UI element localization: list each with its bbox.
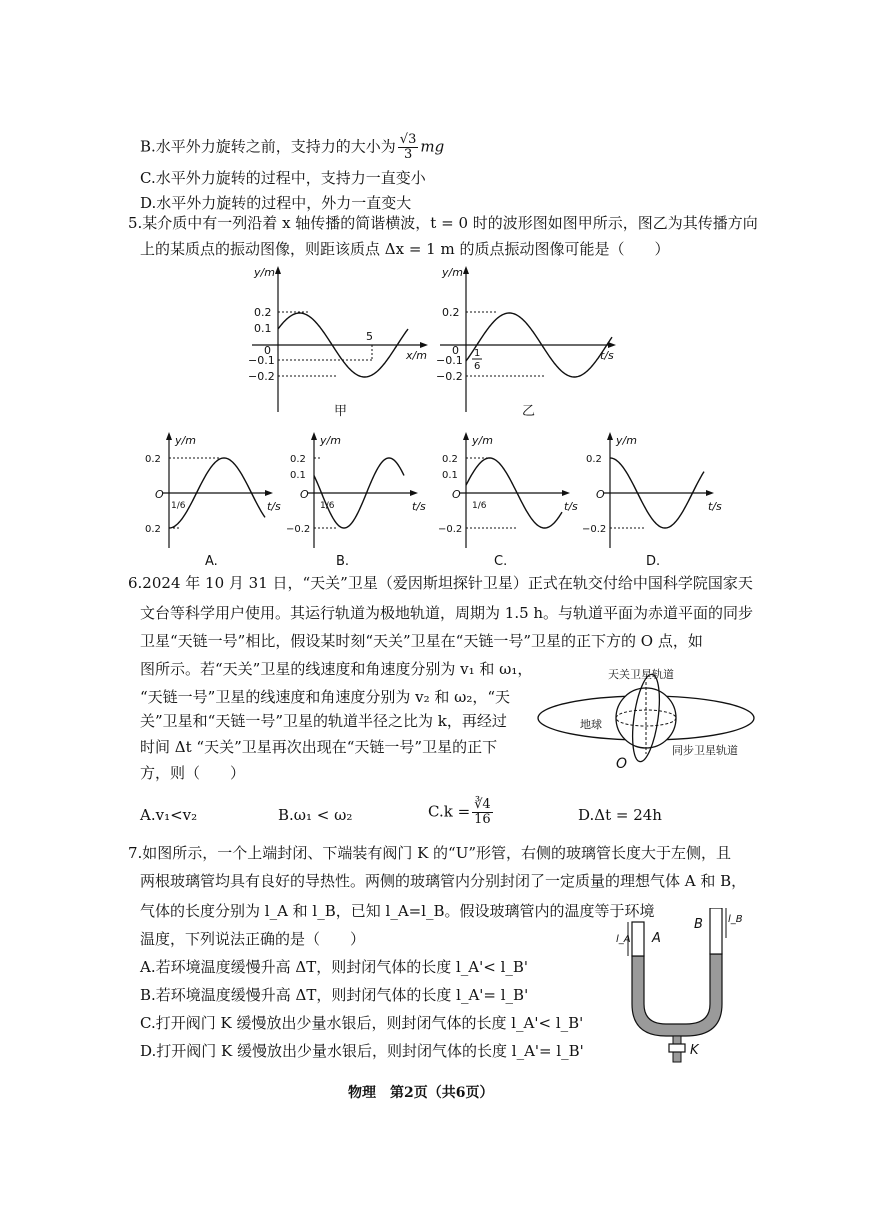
svg-text:O: O <box>452 488 461 501</box>
q6-stem-line-6: 关”卫星和“天链一号”卫星的轨道半径之比为 k，再经过 <box>140 712 507 730</box>
svg-text:0.1: 0.1 <box>442 470 458 481</box>
length-la-label: l_A <box>616 934 631 945</box>
jia-tick-m02: −0.2 <box>248 370 275 383</box>
q4-option-b-text: B.水平外力旋转之前，支持力的大小为 <box>140 137 396 156</box>
q5-option-c-graph[interactable] <box>432 428 582 578</box>
yi-caption: 乙 <box>522 404 536 419</box>
yi-xlabel: t/s <box>600 349 614 362</box>
sync-orbit-label: 同步卫星轨道 <box>672 744 738 757</box>
svg-text:O: O <box>596 488 605 501</box>
svg-text:t/s: t/s <box>412 500 426 513</box>
q6-stem-line-8: 方，则（ ） <box>140 764 246 782</box>
q7-option-c[interactable]: C.打开阀门 K 缓慢放出少量水银后，则封闭气体的长度 l_A'< l_B' <box>140 1014 584 1032</box>
svg-text:0.2: 0.2 <box>442 454 458 465</box>
q7-option-a[interactable]: A.若环境温度缓慢升高 ΔT，则封闭气体的长度 l_A'< l_B' <box>140 958 529 976</box>
option-d-label: D. <box>646 554 661 569</box>
earth-label: 地球 <box>580 718 602 731</box>
jia-tick-0: 0 <box>264 344 271 357</box>
svg-text:1/6: 1/6 <box>472 501 487 511</box>
length-lb-label: l_B <box>728 914 743 925</box>
yi-tick-t-den: 6 <box>474 361 481 372</box>
svg-text:−0.2: −0.2 <box>286 524 311 535</box>
svg-text:1/6: 1/6 <box>320 501 335 511</box>
q7-stem-line-4: 温度，下列说法正确的是（ ） <box>140 930 366 948</box>
svg-text:y/m: y/m <box>472 434 493 447</box>
q5-option-b-graph[interactable] <box>280 428 430 578</box>
svg-text:y/m: y/m <box>616 434 637 447</box>
gas-a-label: A <box>652 931 661 946</box>
q6-stem-line-5: “天链一号”卫星的线速度和角速度分别为 v₂ 和 ω₂，“天 <box>140 688 511 706</box>
yi-tick-t-num: 1 <box>474 348 481 359</box>
q4-option-b-fraction: $\frac{√3}{3}$ <box>399 132 417 162</box>
q5-option-d-graph[interactable] <box>576 428 726 578</box>
valve-k-label: K <box>690 1043 699 1058</box>
yi-tick-0: 0 <box>452 344 459 357</box>
yi-ylabel: y/m <box>442 266 463 279</box>
svg-text:t/s: t/s <box>267 500 281 513</box>
q5-figure-jia <box>248 262 438 422</box>
svg-text:0.2: 0.2 <box>586 454 602 465</box>
point-o-label: O <box>616 756 628 772</box>
jia-tick-02: 0.2 <box>254 306 272 319</box>
gas-b-label: B <box>694 917 703 932</box>
q6-option-b[interactable]: B.ω₁ < ω₂ <box>278 806 353 824</box>
q6-option-a[interactable]: A.v₁<v₂ <box>140 806 198 824</box>
jia-tick-m01: −0.1 <box>248 354 275 367</box>
polar-orbit-label: 天关卫星轨道 <box>608 668 674 681</box>
q7-option-b[interactable]: B.若环境温度缓慢升高 ΔT，则封闭气体的长度 l_A'= l_B' <box>140 986 529 1004</box>
q7-stem-line-2: 两根玻璃管均具有良好的导热性。两侧的玻璃管内分别封闭了一定质量的理想气体 A 和 B， <box>140 872 747 890</box>
yi-tick-02: 0.2 <box>442 306 460 319</box>
q6-stem-line-4: 图所示。若“天关”卫星的线速度和角速度分别为 v₁ 和 ω₁， <box>140 660 533 678</box>
svg-text:y/m: y/m <box>175 434 196 447</box>
svg-text:−0.2: −0.2 <box>438 524 463 535</box>
option-b-label: B. <box>336 554 350 569</box>
svg-text:0.2: 0.2 <box>145 454 161 465</box>
jia-tick-5: 5 <box>366 330 373 343</box>
q4-option-c: C.水平外力旋转的过程中，支持力一直变小 <box>140 169 426 187</box>
q6-option-d[interactable]: D.Δt = 24h <box>578 806 662 824</box>
option-a-label: A. <box>205 554 218 569</box>
jia-tick-01: 0.1 <box>254 322 272 335</box>
q6-stem-line-2: 文台等科学用户使用。其运行轨道为极地轨道，周期为 1.5 h。与轨道平面为赤道平面的同步 <box>140 604 754 622</box>
svg-text:0.2: 0.2 <box>145 524 161 535</box>
q4-option-d: D.水平外力旋转的过程中，外力一直变大 <box>140 194 412 212</box>
option-c-label: C. <box>494 554 508 569</box>
svg-text:0.2: 0.2 <box>290 454 306 465</box>
page-footer: 物理 第2页（共6页） <box>348 1085 494 1101</box>
q6-option-c[interactable]: C.k = $\frac{∛4}{16}$ <box>428 797 491 827</box>
yi-tick-m01: −0.1 <box>436 354 463 367</box>
svg-text:t/s: t/s <box>708 500 722 513</box>
svg-text:1/6: 1/6 <box>171 501 186 511</box>
svg-text:O: O <box>300 488 309 501</box>
svg-text:−0.2: −0.2 <box>582 524 607 535</box>
jia-xlabel: x/m <box>406 349 427 362</box>
q6-stem-line-7: 时间 Δt “天关”卫星再次出现在“天链一号”卫星的正下 <box>140 738 498 756</box>
q7-option-d[interactable]: D.打开阀门 K 缓慢放出少量水银后，则封闭气体的长度 l_A'= l_B' <box>140 1042 584 1060</box>
q5-stem-line-2: 上的某质点的振动图像，则距该质点 Δx = 1 m 的质点振动图像可能是（ ） <box>140 240 670 258</box>
jia-caption: 甲 <box>334 404 348 419</box>
svg-text:t/s: t/s <box>564 500 578 513</box>
q5-figure-yi <box>436 262 626 422</box>
q5-option-a-graph[interactable] <box>135 428 285 578</box>
q5-stem-line-1: 5.某介质中有一列沿着 x 轴传播的简谐横波，t = 0 时的波形图如图甲所示，图乙为其传播方向 <box>128 214 758 232</box>
q7-u-tube-figure <box>610 908 750 1070</box>
q6-orbit-figure <box>536 662 776 774</box>
svg-text:O: O <box>155 488 164 501</box>
q4-option-b: B.水平外力旋转之前，支持力的大小为 $\frac{√3}{3}$ mg <box>140 132 445 162</box>
jia-ylabel: y/m <box>254 266 275 279</box>
svg-text:y/m: y/m <box>320 434 341 447</box>
q7-stem-line-1: 7.如图所示，一个上端封闭、下端装有阀门 K 的“U”形管，右侧的玻璃管长度大于左侧，且 <box>128 844 732 862</box>
q6-stem-line-1: 6.2024 年 10 月 31 日，“天关”卫星（爱因斯坦探针卫星）正式在轨交付给中国科学院国家天 <box>128 574 753 592</box>
q6-stem-line-3: 卫星“天链一号”相比，假设某时刻“天关”卫星在“天链一号”卫星的正下方的 O 点，如 <box>140 632 703 650</box>
svg-text:0.1: 0.1 <box>290 470 306 481</box>
q7-stem-line-3: 气体的长度分别为 l_A 和 l_B，已知 l_A=l_B。假设玻璃管内的温度等于环境 <box>140 902 655 920</box>
yi-tick-m02: −0.2 <box>436 370 463 383</box>
